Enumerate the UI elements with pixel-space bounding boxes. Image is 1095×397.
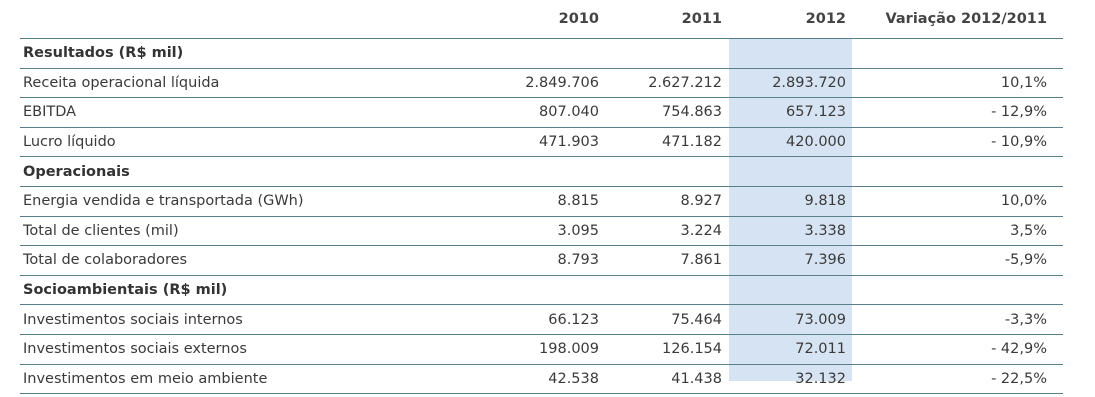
- section-header: [20, 276, 1063, 306]
- table-header: [20, 0, 1063, 39]
- value-variation: - 10,9%: [991, 134, 1047, 151]
- row-label: Investimentos sociais internos: [23, 311, 243, 328]
- value-2011: 754.863: [662, 104, 722, 121]
- row-label: Total de clientes (mil): [23, 222, 179, 239]
- header-2011: 2011: [681, 11, 722, 27]
- value-2011: 7.861: [680, 252, 722, 269]
- value-2011: 75.464: [671, 311, 722, 328]
- row-label: Energia vendida e transportada (GWh): [23, 193, 304, 210]
- value-2011: 126.154: [662, 341, 722, 358]
- row-label: Investimentos sociais externos: [23, 341, 247, 358]
- header-2010: 2010: [558, 11, 599, 27]
- row-label: Receita operacional líquida: [23, 74, 220, 91]
- section-header: [20, 157, 1063, 187]
- value-2011: 471.182: [662, 134, 722, 151]
- value-variation: - 22,5%: [991, 370, 1047, 387]
- value-2010: 66.123: [548, 311, 599, 328]
- value-2010: 42.538: [548, 370, 599, 387]
- row-label: EBITDA: [23, 104, 77, 121]
- value-2010: 471.903: [539, 134, 599, 151]
- row-label: Investimentos em meio ambiente: [23, 370, 268, 387]
- value-variation: -3,3%: [1004, 311, 1047, 328]
- value-2011: 8.927: [680, 193, 722, 210]
- section-header: [20, 39, 1063, 69]
- table-row: [20, 335, 1063, 365]
- table-body: [20, 39, 1063, 394]
- value-2012: 72.011: [795, 341, 846, 358]
- indicators-table: [20, 0, 1063, 394]
- table-row: [20, 69, 1063, 99]
- value-2010: 8.815: [557, 193, 599, 210]
- value-2012: 73.009: [795, 311, 846, 328]
- value-2012: 420.000: [786, 134, 846, 151]
- section-title: Resultados (R$ mil): [23, 45, 184, 62]
- value-2011: 41.438: [671, 370, 722, 387]
- table-row: [20, 305, 1063, 335]
- header-2012: 2012: [805, 11, 846, 27]
- value-2010: 3.095: [557, 222, 599, 239]
- value-variation: - 42,9%: [991, 341, 1047, 358]
- value-2010: 198.009: [539, 341, 599, 358]
- value-2010: 807.040: [539, 104, 599, 121]
- value-variation: 3,5%: [1010, 222, 1047, 239]
- value-variation: -5,9%: [1004, 252, 1047, 269]
- value-variation: - 12,9%: [991, 104, 1047, 121]
- row-label: Total de colaboradores: [23, 252, 188, 269]
- header-variation: Variação 2012/2011: [885, 11, 1047, 27]
- table-row: [20, 128, 1063, 158]
- section-title: Operacionais: [23, 163, 130, 180]
- value-2011: 3.224: [680, 222, 722, 239]
- value-2012: 7.396: [804, 252, 846, 269]
- section-title: Socioambientais (R$ mil): [23, 282, 228, 299]
- value-2012: 3.338: [804, 222, 846, 239]
- table-row: [20, 217, 1063, 247]
- table-row: [20, 98, 1063, 128]
- value-variation: 10,0%: [1000, 193, 1047, 210]
- value-2010: 2.849.706: [525, 74, 599, 91]
- table-row: [20, 246, 1063, 276]
- value-2011: 2.627.212: [648, 74, 722, 91]
- table-row: [20, 187, 1063, 217]
- value-2012: 2.893.720: [772, 74, 846, 91]
- value-2012: 657.123: [786, 104, 846, 121]
- value-2012: 32.132: [795, 370, 846, 387]
- value-variation: 10,1%: [1000, 74, 1047, 91]
- value-2010: 8.793: [557, 252, 599, 269]
- row-label: Lucro líquido: [23, 134, 116, 151]
- value-2012: 9.818: [804, 193, 846, 210]
- table-row: [20, 365, 1063, 395]
